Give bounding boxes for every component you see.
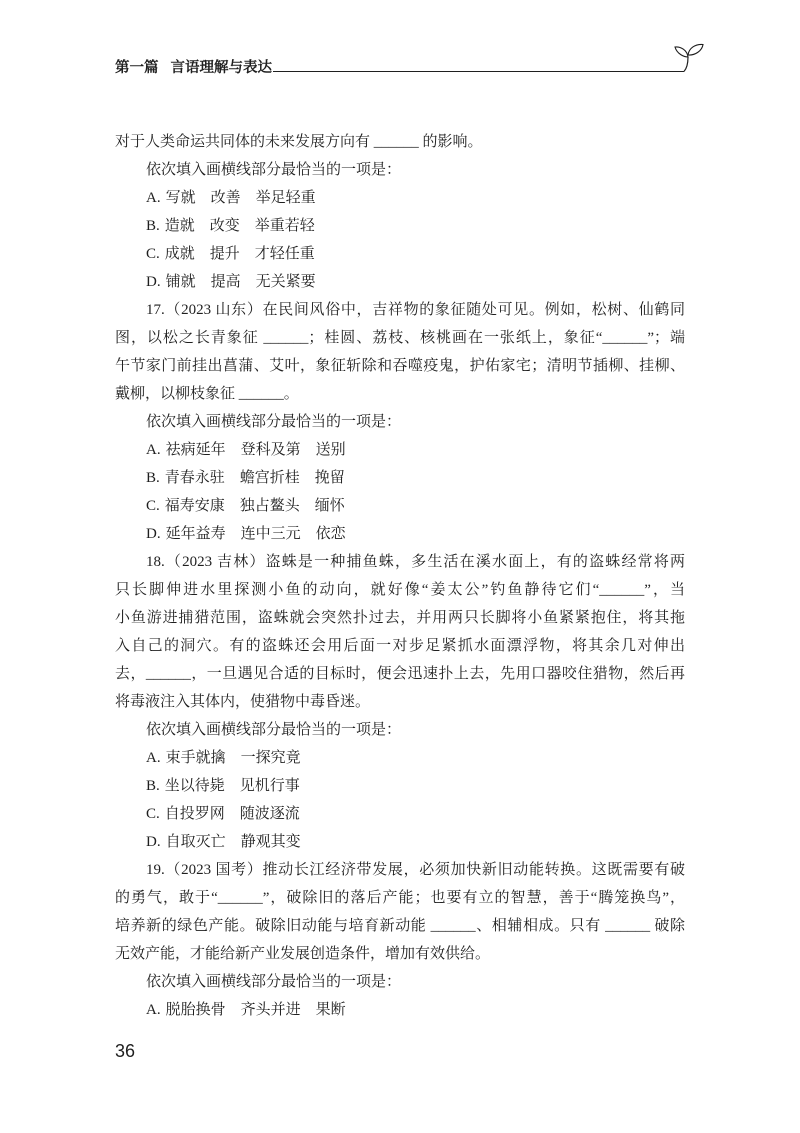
page-number: 36 [115, 1041, 136, 1061]
option-text: 福寿安康 独占鳌头 缅怀 [164, 498, 345, 514]
option-text: 脱胎换骨 齐头并进 果断 [165, 1002, 346, 1018]
stem-line [115, 548, 685, 576]
stem-line: 图，以松之长青象征 ______；桂圆、荔枝、核桃画在一张纸上，象征“______”；端 [115, 330, 685, 346]
option-c [115, 240, 685, 268]
stem-line: 对于人类命运共同体的未来发展方向有 ______ 的影响。 [115, 134, 483, 150]
option-text: 自取灭亡 静观其变 [165, 834, 301, 850]
question-17 [115, 296, 685, 548]
option-text: 坐以待毙 见机行事 [164, 778, 300, 794]
option-label: A. [146, 1002, 161, 1018]
question-number: 17. [146, 302, 165, 318]
option-a [115, 436, 685, 464]
question-16-continued [115, 128, 685, 296]
option-a [115, 184, 685, 212]
option-label: A. [146, 190, 161, 206]
option-b [115, 464, 685, 492]
stem-text: 在民间风俗中，吉祥物的象征随处可见。例如，松树、仙鹤同 [262, 302, 685, 318]
stem-line: 入自己的洞穴。有的盗蛛还会用后面一对步足紧抓水面漂浮物，将其余几对伸出 [115, 638, 685, 654]
question-prompt: 依次填入画横线部分最恰当的一项是： [146, 974, 402, 990]
option-a [115, 996, 685, 1024]
option-b [115, 772, 685, 800]
question-18 [115, 548, 685, 856]
page-body [115, 128, 685, 1024]
question-number: 19. [146, 862, 165, 878]
option-text: 成就 提升 才轻任重 [164, 246, 315, 262]
part-label: 第一篇 [115, 60, 159, 76]
option-b [115, 212, 685, 240]
question-prompt: 依次填入画横线部分最恰当的一项是： [146, 414, 402, 430]
option-text: 青春永驻 蟾宫折桂 挽留 [164, 470, 345, 486]
stem-line: 将毒液注入其体内，使猎物中毒昏迷。 [115, 694, 371, 710]
stem-text: 推动长江经济带发展，必须加快新旧动能转换。这既需要有破 [262, 862, 685, 878]
option-text: 造就 改变 举重若轻 [164, 218, 315, 234]
stem-line [115, 296, 685, 324]
option-d [115, 268, 685, 296]
option-label: B. [146, 470, 160, 486]
option-label: D. [146, 274, 161, 290]
option-text: 束手就擒 一探究竟 [165, 750, 301, 766]
option-label: C. [146, 806, 160, 822]
option-label: D. [146, 526, 161, 542]
question-source: （2023 山东） [164, 302, 263, 318]
option-label: B. [146, 778, 160, 794]
option-c [115, 800, 685, 828]
stem-line: 戴柳，以柳枝象征 ______。 [115, 386, 299, 402]
stem-line: 小鱼游进捕猎范围，盗蛛就会突然扑过去，并用两只长脚将小鱼紧紧抱住，将其拖 [115, 610, 685, 626]
option-label: B. [146, 218, 160, 234]
stem-line: 去，______，一旦遇见合适的目标时，便会迅速扑上去，先用口器咬住猎物，然后再 [115, 666, 685, 682]
stem-line: 无效产能，才能给新产业发展创造条件，增加有效供给。 [115, 946, 491, 962]
sprout-icon [674, 43, 704, 73]
question-source: （2023 国考） [164, 862, 263, 878]
option-label: C. [146, 246, 160, 262]
option-label: A. [146, 442, 161, 458]
question-number: 18. [146, 554, 165, 570]
option-text: 自投罗网 随波逐流 [164, 806, 300, 822]
stem-line: 培养新的绿色产能。破除旧动能与培育新动能 ______、相辅相成。只有 ______ 破除 [115, 918, 685, 934]
stem-line: 午节家门前挂出菖蒲、艾叶，象征斩除和吞噬疫鬼，护佑家宅；清明节插柳、挂柳、 [115, 358, 685, 374]
chapter-title: 言语理解与表达 [170, 60, 272, 76]
question-prompt: 依次填入画横线部分最恰当的一项是： [146, 722, 402, 738]
option-d [115, 828, 685, 856]
stem-text: 盗蛛是一种捕鱼蛛，多生活在溪水面上，有的盗蛛经常将两 [265, 554, 685, 570]
option-label: C. [146, 498, 160, 514]
option-text: 写就 改善 举足轻重 [165, 190, 316, 206]
stem-line [115, 856, 685, 884]
option-text: 祛病延年 登科及第 送别 [165, 442, 346, 458]
option-label: A. [146, 750, 161, 766]
question-source: （2023 吉林） [164, 554, 266, 570]
option-text: 延年益寿 连中三元 依恋 [165, 526, 346, 542]
stem-line: 的勇气，敢于“______”，破除旧的落后产能；也要有立的智慧，善于“腾笼换鸟”， [115, 890, 685, 906]
option-label: D. [146, 834, 161, 850]
option-d [115, 520, 685, 548]
option-text: 铺就 提高 无关紧要 [165, 274, 316, 290]
option-c [115, 492, 685, 520]
question-prompt: 依次填入画横线部分最恰当的一项是： [146, 162, 402, 178]
header-rule [273, 71, 684, 72]
question-19 [115, 856, 685, 1024]
running-header [115, 59, 272, 77]
stem-line: 只长脚伸进水里探测小鱼的动向，就好像“姜太公”钓鱼静待它们“______”，当 [115, 582, 685, 598]
option-a [115, 744, 685, 772]
